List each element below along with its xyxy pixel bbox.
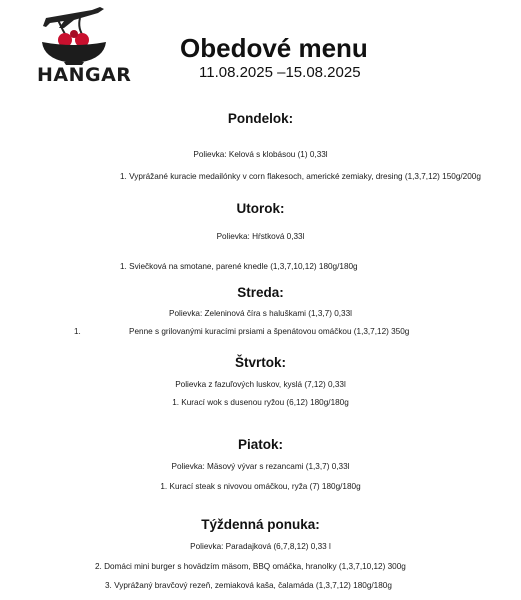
soup-monday: Polievka: Kelová s klobásou (1) 0,33l — [193, 150, 328, 159]
meal-wednesday-1: Penne s grilovanými kuracími prsiami a špenátovou omáčkou (1,3,7,12) 350g — [129, 327, 410, 336]
day-heading-wednesday: Streda: — [237, 285, 284, 300]
meal-friday-1: 1. Kurací steak s nivovou omáčkou, ryža (7) 180g/180g — [160, 482, 361, 491]
meal-monday-1: 1. Vyprážané kuracie medailónky v corn flakesoch, americké zemiaky, dresing (1,3,7,12) 150g/200g — [120, 172, 481, 181]
soup-thursday: Polievka z fazuľových luskov, kyslá (7,12) 0,33l — [175, 380, 346, 389]
meal-weekly-offer-3: 3. Vyprážaný bravčový rezeň, zemiaková kaša, čalamáda (1,3,7,12) 180g/180g — [105, 581, 392, 590]
soup-wednesday: Polievka: Zeleninová číra s haluškami (1,3,7) 0,33l — [169, 309, 352, 318]
soup-friday: Polievka: Mäsový vývar s rezancami (1,3,7) 0,33l — [171, 462, 350, 471]
soup-weekly-offer: Polievka: Paradajková (6,7,8,12) 0,33 l — [190, 542, 331, 551]
page-title: Obedové menu — [180, 33, 368, 63]
noodle-bowl-airplane-icon — [34, 4, 114, 66]
date-range: 11.08.2025 –15.08.2025 — [199, 64, 361, 81]
meal-thursday-1: 1. Kurací wok s dusenou ryžou (6,12) 180g/180g — [172, 398, 349, 407]
day-heading-tuesday: Utorok: — [236, 201, 285, 216]
soup-tuesday: Polievka: Hŕstková 0,33l — [216, 232, 305, 241]
meal-weekly-offer-2: 2. Domáci mini burger s hovädzím mäsom, BBQ omáčka, hranolky (1,3,7,10,12) 300g — [95, 562, 406, 571]
day-heading-thursday: Štvrtok: — [234, 355, 286, 370]
day-heading-weekly-offer: Týždenná ponuka: — [201, 517, 320, 532]
day-heading-friday: Piatok: — [237, 437, 283, 452]
meal-tuesday-1: 1. Sviečková na smotane, parené knedle (1,3,7,10,12) 180g/180g — [120, 262, 358, 271]
logo-wordmark: HANGAR — [37, 64, 132, 86]
day-heading-monday: Pondelok: — [227, 111, 294, 126]
meal-wednesday-1-number: 1. — [74, 327, 81, 336]
hangar-logo — [34, 4, 132, 90]
